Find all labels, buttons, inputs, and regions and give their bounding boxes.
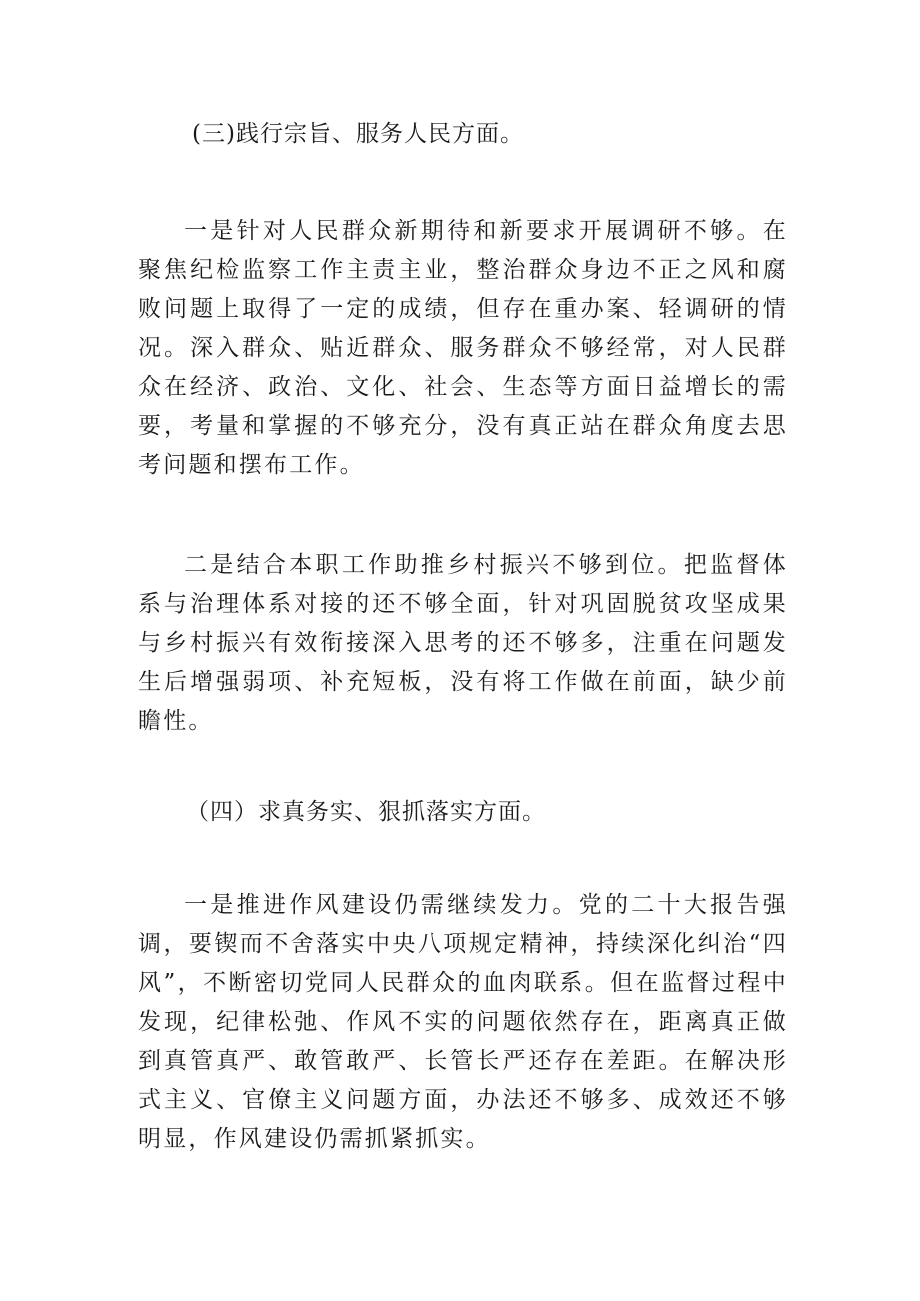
section-3-paragraph-2: 二是结合本职工作助推乡村振兴不够到位。把监督体系与治理体系对接的还不够全面，针对巩固脱贫攻坚成果与乡村振兴有效衔接深入思考的还不够多，注重在问题发生后增强弱项、补充短板，没有将工作做在前面，缺少前瞻性。 [138,552,788,734]
section-heading-4: （四）求真务实、狠抓落实方面。 [186,799,546,825]
section-3-paragraph-1: 一是针对人民群众新期待和新要求开展调研不够。在聚焦纪检监察工作主责主业，整治群众身边不正之风和腐败问题上取得了一定的成绩，但存在重办案、轻调研的情况。深入群众、贴近群众、服务群众不够经常，对人民群众在经济、政治、文化、社会、生态等方面日益增长的需要，考量和掌握的不够充分，没有真正站在群众角度去思考问题和摆布工作。 [138,218,788,478]
section-heading-3: (三)践行宗旨、服务人民方面。 [192,121,524,147]
section-4-paragraph-1: 一是推进作风建设仍需继续发力。党的二十大报告强调，要锲而不舍落实中央八项规定精神，持续深化纠治“四风”，不断密切党同人民群众的血肉联系。但在监督过程中发现，纪律松弛、作风不实的问题依然存在，距离真正做到真管真严、敢管敢严、长管长严还存在差距。在解决形式主义、官僚主义问题方面，办法还不够多、成效还不够明显，作风建设仍需抓紧抓实。 [138,892,788,1152]
